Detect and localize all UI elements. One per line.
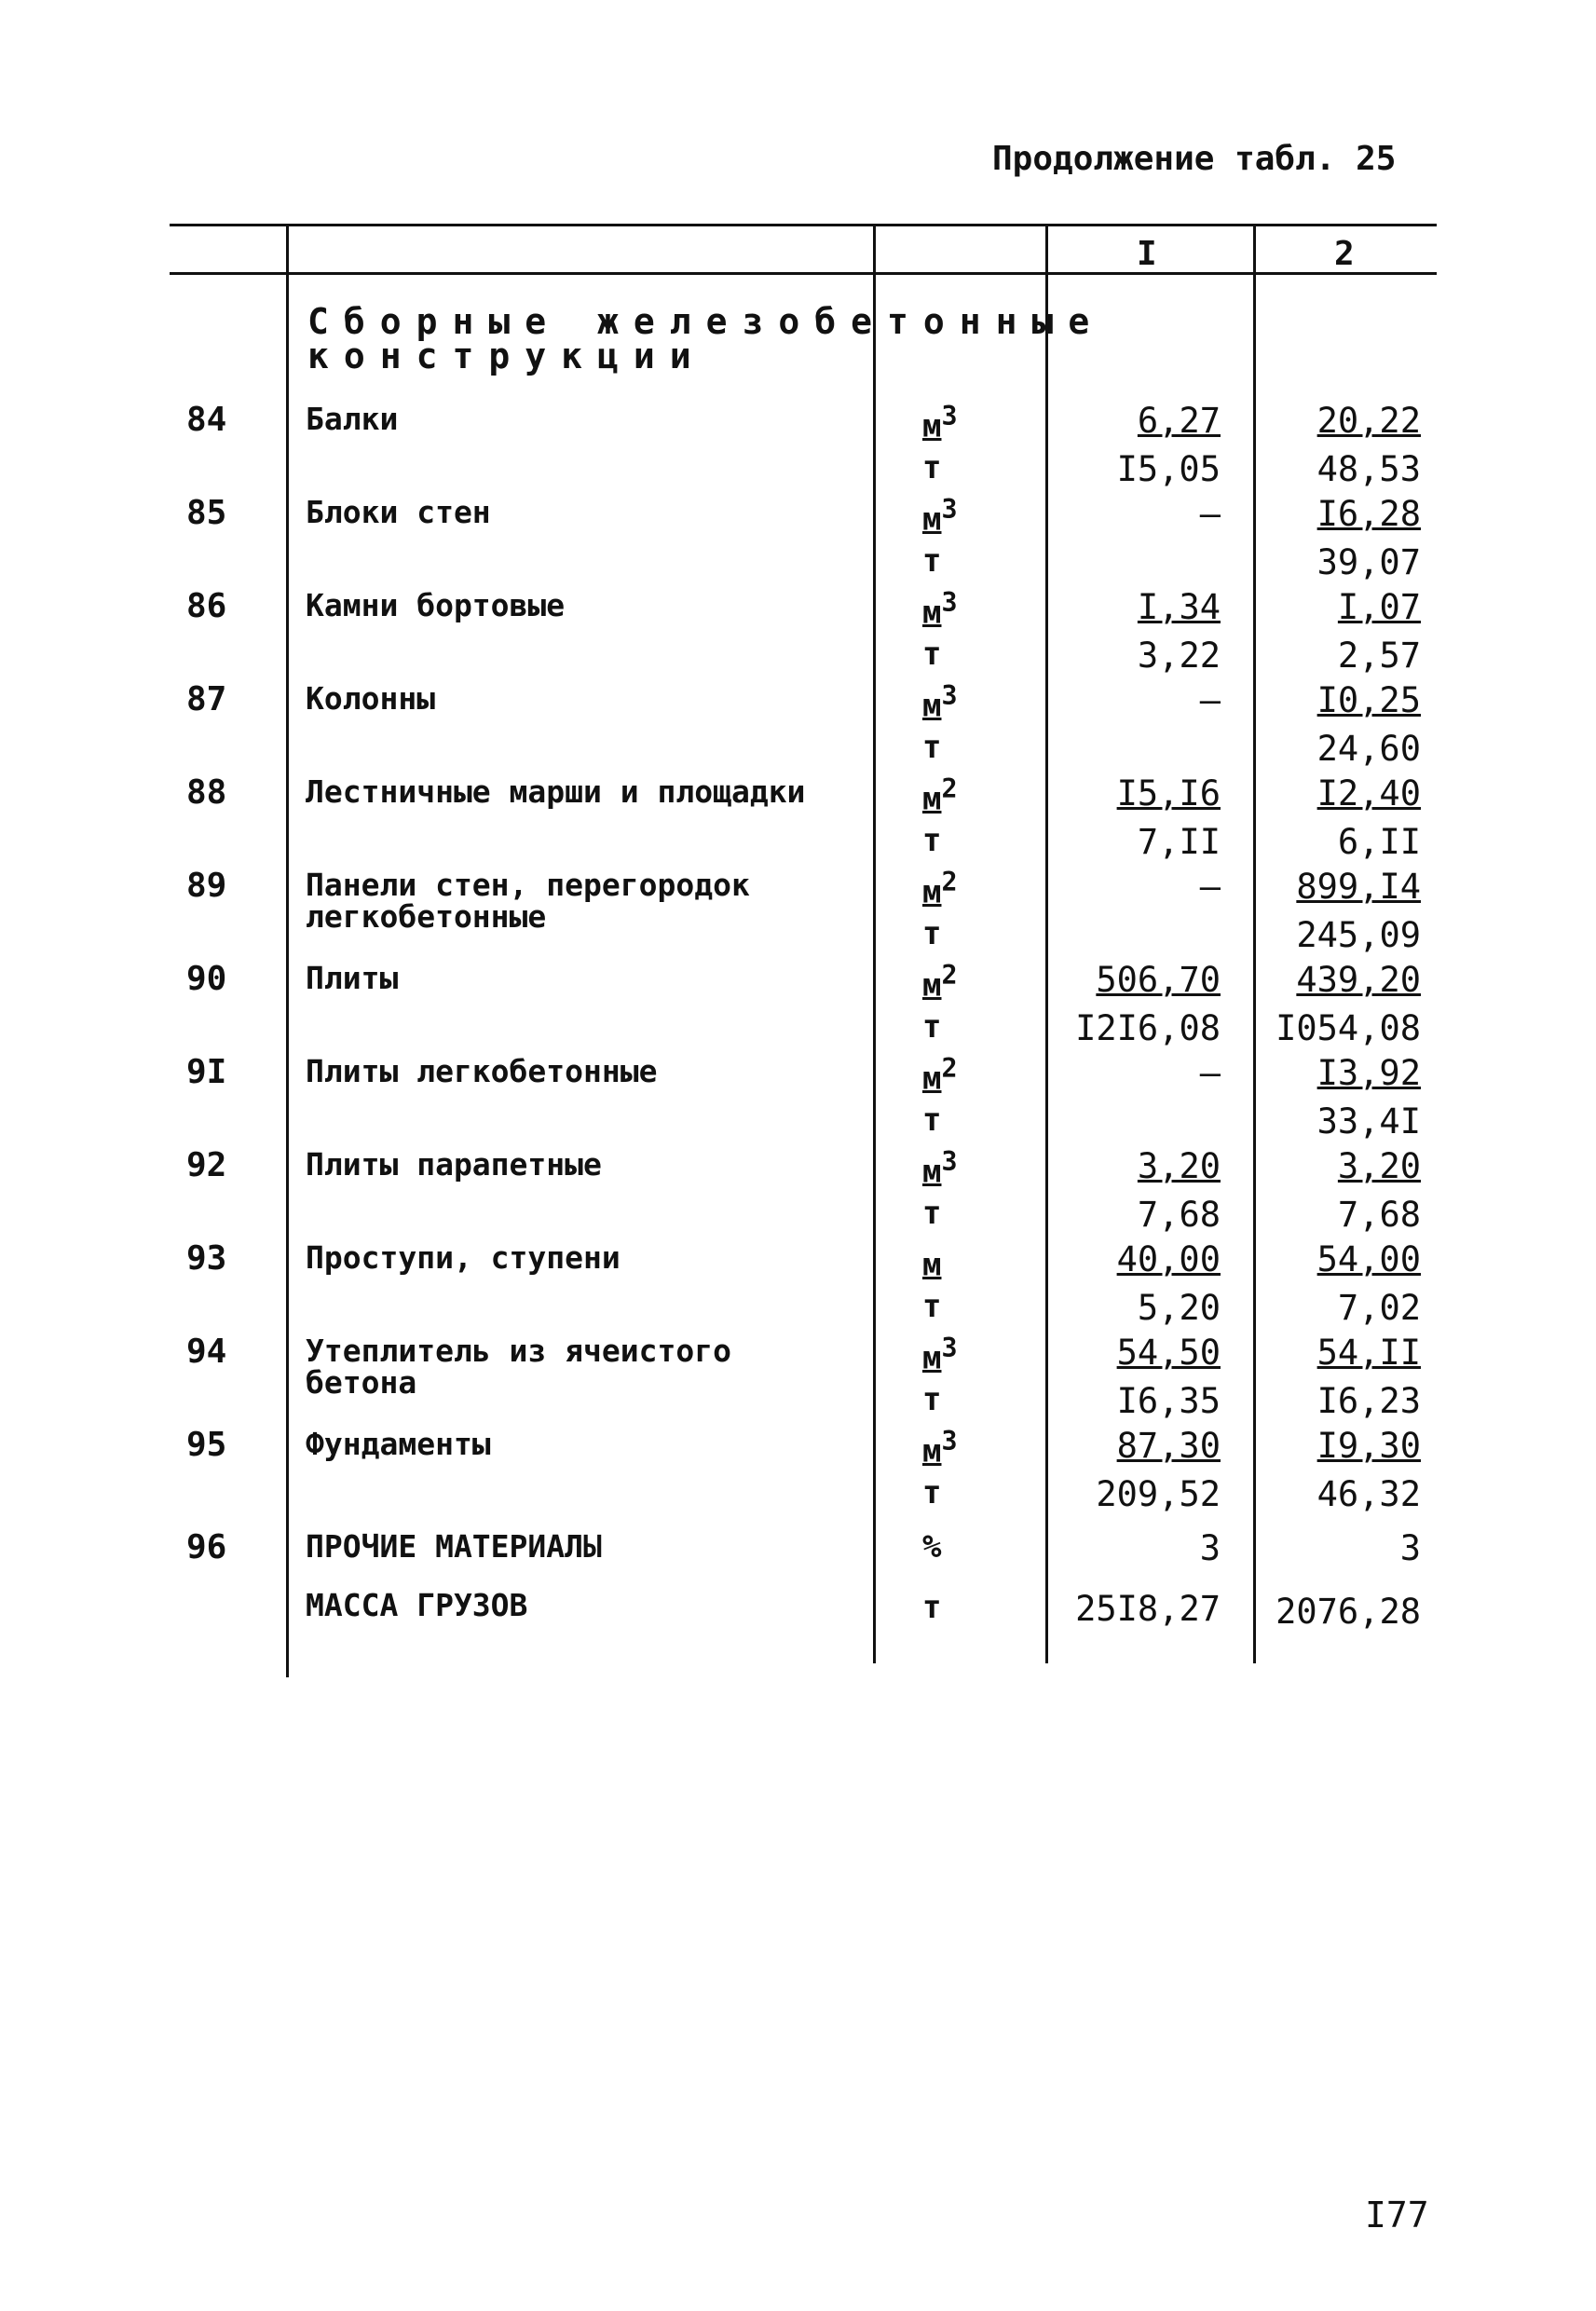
row-name: Плиты — [306, 960, 399, 996]
row-number: 96 — [186, 1528, 227, 1566]
row-value-col2-primary: 54,00 — [1316, 1239, 1421, 1279]
row-value-col2-primary: I6,28 — [1316, 494, 1421, 534]
unit-symbol: м — [922, 687, 942, 725]
row-name: Плиты парапетные — [306, 1146, 602, 1183]
unit-symbol: м — [922, 407, 942, 445]
row-unit: % — [922, 1528, 942, 1566]
row-unit-secondary: т — [922, 822, 942, 859]
unit-symbol: м — [922, 500, 942, 539]
row-value-col1-secondary: 7,II — [1137, 822, 1221, 862]
total-unit: т — [922, 1589, 942, 1626]
total-value-col1: 25I8,27 — [1075, 1589, 1221, 1629]
unit-symbol: м — [922, 780, 942, 818]
unit-exponent: 3 — [941, 401, 958, 431]
row-unit-primary — [922, 1239, 997, 1283]
row-value-col2-secondary: 6,II — [1337, 822, 1421, 862]
unit-exponent: 2 — [941, 867, 958, 897]
unit-exponent: 2 — [941, 960, 958, 991]
row-number: 93 — [186, 1239, 227, 1278]
row-value-col2-primary: 54,II — [1316, 1333, 1421, 1373]
table-header-rule — [170, 272, 1437, 275]
unit-symbol: м — [922, 873, 942, 911]
row-number: 89 — [186, 867, 227, 905]
row-value-col2-primary: 899,I4 — [1296, 867, 1421, 907]
row-number: 94 — [186, 1333, 227, 1371]
unit-exponent: 2 — [941, 1053, 958, 1084]
row-unit-secondary: т — [922, 1474, 942, 1511]
row-unit-secondary: т — [922, 1195, 942, 1232]
row-unit-primary — [922, 1426, 997, 1470]
column-header-2: 2 — [1334, 235, 1355, 273]
total-label: МАССА ГРУЗОВ — [306, 1587, 528, 1623]
unit-exponent: 2 — [941, 773, 958, 804]
unit-symbol: м — [922, 1432, 942, 1470]
row-value-col1: 3 — [1199, 1528, 1221, 1568]
unit-exponent: 3 — [941, 680, 958, 711]
row-value-col2-secondary: I054,08 — [1275, 1008, 1421, 1048]
row-value-col1-primary: – — [1199, 1053, 1221, 1093]
row-unit-primary — [922, 1053, 997, 1097]
row-unit-secondary: т — [922, 636, 942, 673]
row-value-col2-secondary: 24,60 — [1316, 729, 1421, 769]
row-name: Фундаменты — [306, 1426, 491, 1462]
row-name: Камни бортовые — [306, 587, 566, 623]
row-unit-secondary: т — [922, 915, 942, 952]
row-unit-secondary: т — [922, 1101, 942, 1139]
row-value-col1-primary: 54,50 — [1116, 1333, 1221, 1373]
row-value-col2-secondary: I6,23 — [1316, 1381, 1421, 1421]
row-number: 86 — [186, 587, 227, 625]
row-unit-primary — [922, 960, 997, 1004]
unit-symbol: м — [922, 1246, 942, 1284]
row-value-col2-secondary: 245,09 — [1296, 915, 1421, 955]
table-continuation-caption: Продолжение табл. 25 — [992, 140, 1397, 178]
row-name: Блоки стен — [306, 494, 491, 530]
row-value-col1-secondary: I6,35 — [1116, 1381, 1221, 1421]
row-value-col2-secondary: 48,53 — [1316, 449, 1421, 489]
unit-symbol: м — [922, 594, 942, 632]
row-value-col1-secondary: I5,05 — [1116, 449, 1221, 489]
column-divider-name — [873, 224, 876, 1663]
row-name: Лестничные марши и площадки — [306, 773, 806, 810]
table-top-rule — [170, 224, 1437, 226]
row-value-col2-secondary: 2,57 — [1337, 636, 1421, 676]
row-name: ПРОЧИЕ МАТЕРИАЛЫ — [306, 1528, 602, 1565]
row-value-col1-secondary: 7,68 — [1137, 1195, 1221, 1235]
row-name: Плиты легкобетонные — [306, 1053, 658, 1089]
row-value-col2-primary: I9,30 — [1316, 1426, 1421, 1466]
row-number: 87 — [186, 680, 227, 718]
row-value-col1-secondary: 3,22 — [1137, 636, 1221, 676]
section-title-line2: конструкции — [307, 335, 706, 376]
row-value-col2-primary: I0,25 — [1316, 680, 1421, 720]
row-name-continued: бетона — [306, 1364, 417, 1401]
row-value-col1-secondary: 209,52 — [1096, 1474, 1221, 1514]
row-value-col2-secondary: 7,02 — [1337, 1288, 1421, 1328]
row-name: Колонны — [306, 680, 436, 717]
row-number: 90 — [186, 960, 227, 998]
row-value-col1-primary: 40,00 — [1116, 1239, 1221, 1279]
row-value-col2-primary: I3,92 — [1316, 1053, 1421, 1093]
row-value-col2-primary: 439,20 — [1296, 960, 1421, 1000]
row-number: 92 — [186, 1146, 227, 1184]
row-unit-primary — [922, 773, 997, 817]
row-unit-primary — [922, 1146, 997, 1190]
total-value-col2: 2076,28 — [1275, 1592, 1421, 1632]
row-value-col2-primary: 3,20 — [1337, 1146, 1421, 1186]
row-name: Панели стен, перегородок — [306, 867, 750, 903]
row-value-col1-primary: – — [1199, 680, 1221, 720]
unit-exponent: 3 — [941, 1146, 958, 1177]
row-unit-primary — [922, 680, 997, 724]
unit-symbol: м — [922, 1153, 942, 1191]
row-name-continued: легкобетонные — [306, 898, 547, 935]
unit-exponent: 3 — [941, 1426, 958, 1456]
row-number: 9I — [186, 1053, 227, 1091]
page-number: I77 — [1365, 2195, 1429, 2236]
row-value-col1-secondary: 5,20 — [1137, 1288, 1221, 1328]
row-value-col1-secondary: I2I6,08 — [1075, 1008, 1221, 1048]
row-value-col2-secondary: 7,68 — [1337, 1195, 1421, 1235]
row-value-col2: 3 — [1399, 1528, 1421, 1568]
row-number: 95 — [186, 1426, 227, 1464]
section-title-line1: Сборные железобетонные — [307, 301, 1105, 342]
row-unit-primary — [922, 401, 997, 444]
row-value-col2-secondary: 39,07 — [1316, 542, 1421, 582]
row-value-col1-primary: 87,30 — [1116, 1426, 1221, 1466]
row-unit-secondary: т — [922, 1288, 942, 1325]
row-value-col1-primary: – — [1199, 494, 1221, 534]
row-unit-secondary: т — [922, 542, 942, 580]
row-name: Балки — [306, 401, 399, 437]
row-number: 85 — [186, 494, 227, 532]
row-value-col2-primary: I,07 — [1337, 587, 1421, 627]
row-unit-secondary: т — [922, 1381, 942, 1418]
unit-symbol: м — [922, 1060, 942, 1098]
row-value-col1-primary: 3,20 — [1137, 1146, 1221, 1186]
row-number: 84 — [186, 401, 227, 439]
unit-exponent: 3 — [941, 587, 958, 618]
row-value-col1-primary: I5,I6 — [1116, 773, 1221, 814]
row-value-col2-primary: I2,40 — [1316, 773, 1421, 814]
unit-exponent: 3 — [941, 1333, 958, 1363]
row-value-col2-primary: 20,22 — [1316, 401, 1421, 441]
row-unit-secondary: т — [922, 449, 942, 486]
column-divider-unit — [1045, 224, 1048, 1663]
row-value-col1-primary: 506,70 — [1096, 960, 1221, 1000]
column-header-1: I — [1137, 235, 1157, 273]
row-unit-primary — [922, 494, 997, 538]
row-value-col1-primary: – — [1199, 867, 1221, 907]
row-name: Утеплитель из ячеистого — [306, 1333, 731, 1369]
row-value-col2-secondary: 46,32 — [1316, 1474, 1421, 1514]
column-divider-number — [286, 224, 289, 1677]
row-value-col1-primary: 6,27 — [1137, 401, 1221, 441]
unit-symbol: м — [922, 966, 942, 1005]
row-unit-primary — [922, 587, 997, 631]
row-unit-secondary: т — [922, 729, 942, 766]
row-value-col2-secondary: 33,4I — [1316, 1101, 1421, 1142]
row-unit-primary — [922, 867, 997, 910]
row-name: Проступи, ступени — [306, 1239, 621, 1276]
row-unit-primary — [922, 1333, 997, 1376]
unit-exponent: 3 — [941, 494, 958, 525]
row-unit-secondary: т — [922, 1008, 942, 1046]
row-value-col1-primary: I,34 — [1137, 587, 1221, 627]
row-number: 88 — [186, 773, 227, 812]
unit-symbol: м — [922, 1339, 942, 1377]
